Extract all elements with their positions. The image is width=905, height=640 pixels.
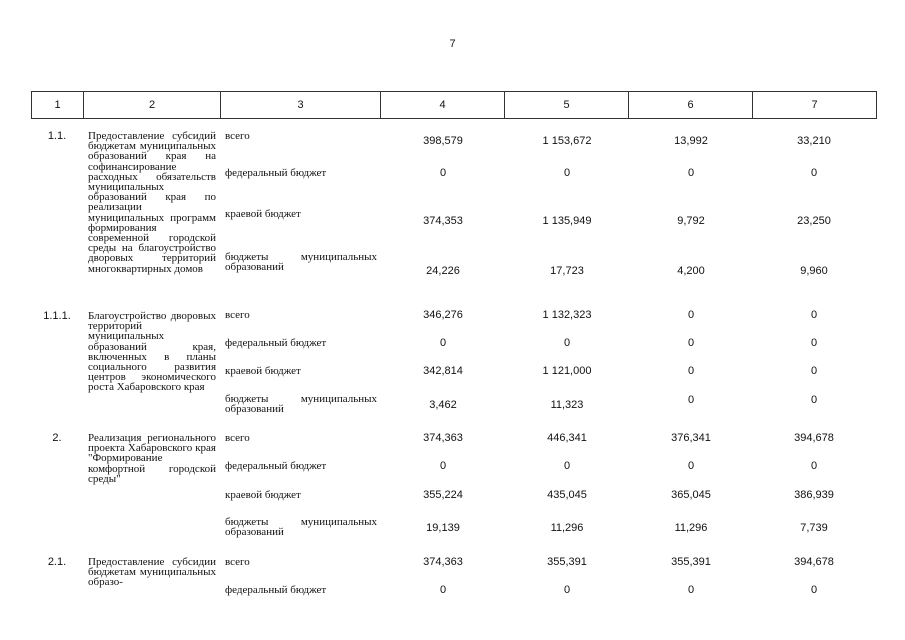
value-col-7: 33,210 bbox=[797, 135, 831, 147]
value-col-5: 1 153,672 bbox=[542, 135, 592, 147]
row-description: Предоставление субсидий бюджетам муниципальных образований края на софинансирование расходных обязательств муниципальных образований края по реализации муниципальных программ формирования современной городской среды на благоустройство дворовых территорий многоквартирных домов bbox=[88, 130, 216, 275]
value-col-7: 7,739 bbox=[800, 522, 828, 534]
value-col-6: 4,200 bbox=[677, 265, 705, 277]
header-col-6: 6 bbox=[629, 92, 753, 118]
row-code: 1.1. bbox=[47, 130, 67, 142]
value-col-7: 386,939 bbox=[794, 489, 834, 501]
value-col-4: 0 bbox=[439, 337, 447, 349]
value-col-5: 1 132,323 bbox=[542, 309, 592, 321]
line-label: федеральный бюджет bbox=[225, 460, 327, 472]
value-col-5: 446,341 bbox=[547, 432, 587, 444]
value-col-6: 355,391 bbox=[671, 556, 711, 568]
line-label: краевой бюджет bbox=[225, 208, 301, 220]
line-label: федеральный бюджет bbox=[225, 584, 327, 596]
value-col-7: 394,678 bbox=[794, 432, 834, 444]
value-col-6: 11,296 bbox=[674, 522, 708, 534]
value-col-5: 1 135,949 bbox=[542, 215, 592, 227]
value-col-4: 398,579 bbox=[423, 135, 463, 147]
value-col-7: 0 bbox=[810, 365, 818, 377]
header-col-4: 4 bbox=[381, 92, 505, 118]
value-col-7: 9,960 bbox=[800, 265, 828, 277]
line-label: бюджеты муниципальных образований bbox=[225, 251, 377, 273]
value-col-5: 0 bbox=[563, 337, 571, 349]
row-code: 2. bbox=[52, 432, 62, 444]
value-col-4: 0 bbox=[439, 584, 447, 596]
value-col-6: 0 bbox=[687, 309, 695, 321]
value-col-4: 0 bbox=[439, 167, 447, 179]
value-col-7: 23,250 bbox=[797, 215, 831, 227]
line-label: бюджеты муниципальных образований bbox=[225, 516, 377, 538]
table-header-row bbox=[31, 91, 877, 119]
line-label: всего bbox=[225, 130, 250, 142]
value-col-4: 355,224 bbox=[423, 489, 463, 501]
line-label: всего bbox=[225, 432, 250, 444]
header-col-2: 2 bbox=[84, 92, 221, 118]
header-col-5: 5 bbox=[505, 92, 629, 118]
value-col-4: 19,139 bbox=[426, 522, 460, 534]
line-label: краевой бюджет bbox=[225, 365, 301, 377]
header-col-1: 1 bbox=[32, 92, 84, 118]
value-col-4: 374,363 bbox=[423, 432, 463, 444]
value-col-5: 11,296 bbox=[550, 522, 584, 534]
value-col-4: 374,353 bbox=[423, 215, 463, 227]
line-label: бюджеты муниципальных образований bbox=[225, 393, 377, 415]
value-col-6: 376,341 bbox=[671, 432, 711, 444]
value-col-5: 355,391 bbox=[547, 556, 587, 568]
value-col-4: 3,462 bbox=[429, 399, 457, 411]
row-description: Реализация регионального проекта Хабаровского края "Формирование комфортной городской среды" bbox=[88, 432, 216, 485]
value-col-5: 435,045 bbox=[547, 489, 587, 501]
row-description: Благоустройство дворовых территорий муниципальных образований края, включенных в планы социального развития центров экономического роста Хабаровского края bbox=[88, 310, 216, 394]
value-col-5: 0 bbox=[563, 460, 571, 472]
value-col-6: 0 bbox=[687, 337, 695, 349]
row-code: 1.1.1. bbox=[43, 310, 71, 322]
value-col-5: 11,323 bbox=[550, 399, 584, 411]
value-col-4: 346,276 bbox=[423, 309, 463, 321]
value-col-7: 0 bbox=[810, 584, 818, 596]
row-description: Предоставление субсидии бюджетам муниципальных образо- bbox=[88, 556, 216, 589]
value-col-6: 0 bbox=[687, 365, 695, 377]
line-label: всего bbox=[225, 309, 250, 321]
value-col-5: 0 bbox=[563, 584, 571, 596]
value-col-7: 0 bbox=[810, 394, 818, 406]
value-col-7: 0 bbox=[810, 167, 818, 179]
value-col-5: 0 bbox=[563, 167, 571, 179]
line-label: федеральный бюджет bbox=[225, 167, 327, 179]
value-col-6: 0 bbox=[687, 394, 695, 406]
value-col-4: 0 bbox=[439, 460, 447, 472]
value-col-5: 17,723 bbox=[550, 265, 584, 277]
value-col-7: 0 bbox=[810, 337, 818, 349]
header-col-3: 3 bbox=[221, 92, 381, 118]
value-col-6: 13,992 bbox=[674, 135, 708, 147]
value-col-6: 0 bbox=[687, 460, 695, 472]
line-label: всего bbox=[225, 556, 250, 568]
value-col-4: 342,814 bbox=[423, 365, 463, 377]
line-label: федеральный бюджет bbox=[225, 337, 327, 349]
value-col-7: 0 bbox=[810, 460, 818, 472]
value-col-7: 0 bbox=[810, 309, 818, 321]
line-label: краевой бюджет bbox=[225, 489, 301, 501]
value-col-5: 1 121,000 bbox=[542, 365, 592, 377]
value-col-6: 9,792 bbox=[677, 215, 705, 227]
row-code: 2.1. bbox=[47, 556, 67, 568]
value-col-4: 24,226 bbox=[426, 265, 460, 277]
value-col-4: 374,363 bbox=[423, 556, 463, 568]
value-col-6: 0 bbox=[687, 167, 695, 179]
value-col-6: 365,045 bbox=[671, 489, 711, 501]
value-col-7: 394,678 bbox=[794, 556, 834, 568]
value-col-6: 0 bbox=[687, 584, 695, 596]
header-col-7: 7 bbox=[811, 99, 818, 111]
page-number: 7 bbox=[449, 38, 456, 50]
